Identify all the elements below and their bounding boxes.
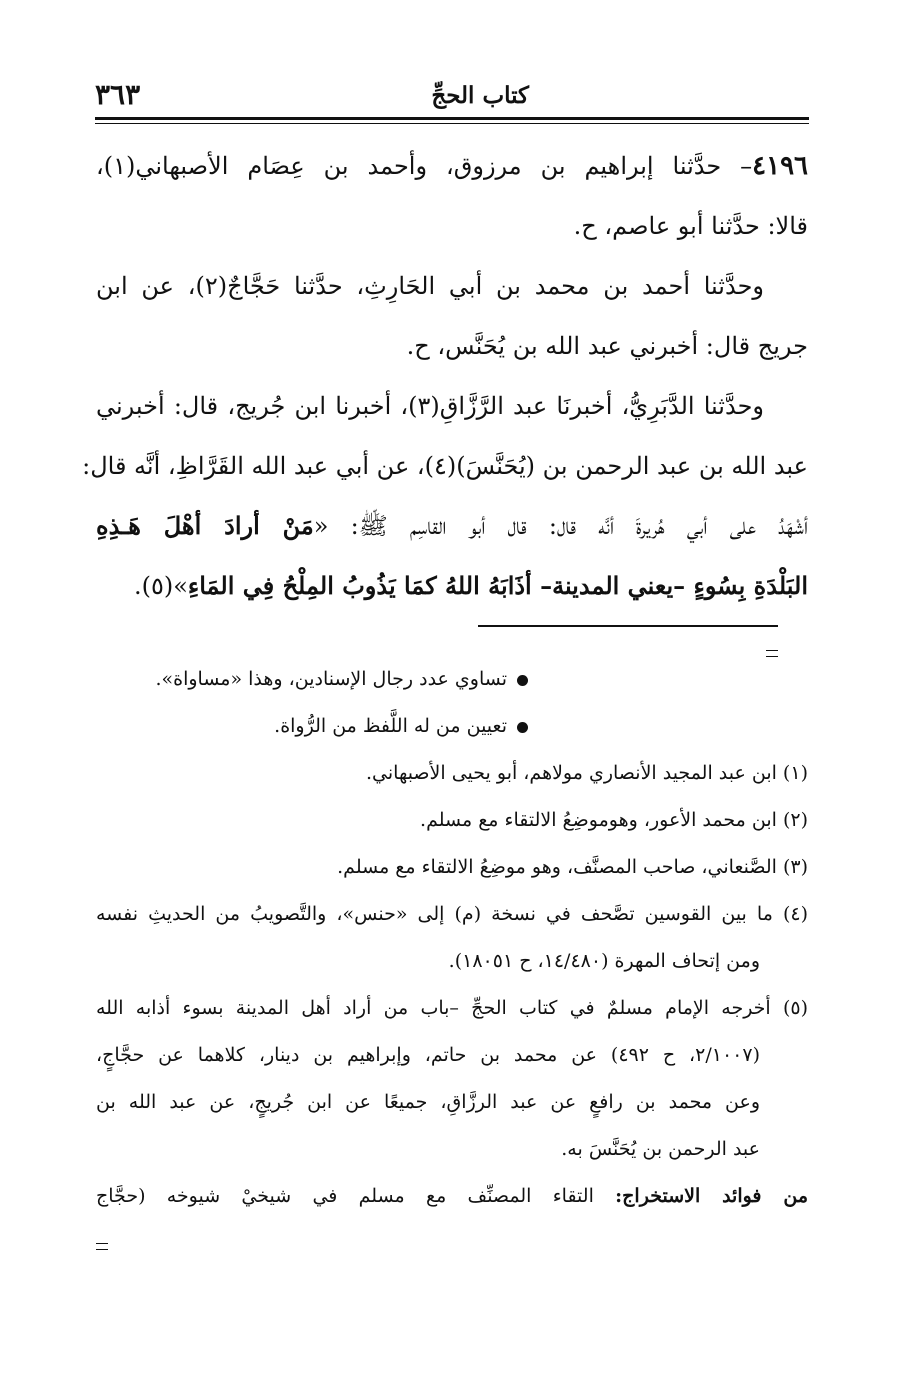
footnote-2: (٢) ابن محمد الأعور، وهوموضِعُ الالتقاء مع مسلم. [420, 809, 808, 831]
footnotes [96, 656, 808, 1220]
header-rule-thin [95, 123, 809, 124]
running-header [95, 76, 809, 116]
prophetic-text: البَلْدَةِ بِسُوءٍ –يعني المدينة– أذَابَهُ اللهُ كمَا يَذُوبُ المِلْحُ فِي المَاءِ [187, 571, 808, 600]
page-number: ٣٦٣ [95, 78, 141, 111]
extraction-benefits: من فوائد الاستخراج: التقاء المصنِّف مع مسلم في شيخيْ شيوخه (حجَّاج [96, 1185, 809, 1207]
footnote-5-cont: عبد الرحمن بن يُحَنَّسَ به. [561, 1138, 760, 1160]
footnote-4: (٤) ما بين القوسين تصَّحف في نسخة (م) إلى «حنس»، والتَّصويبُ من الحديثِ نفسه [96, 903, 808, 925]
hadith-line: وحدَّثنا الدَّبَرِيُّ، أخبرنَا عبد الرَّزَّاقِ(٣)، أخبرنا ابن جُريج، قال: أخبرني [96, 392, 764, 420]
footnote-5: (٥) أخرجه الإمام مسلمٌ في كتاب الحجِّ –باب من أراد أهل المدينة بسوء أذابه الله [96, 997, 808, 1019]
hadith-line: عبد الله بن عبد الرحمن بن (يُحَنَّسَ)(٤)، عن أبي عبد الله القَرَّاظِ، أنَّه قال: [82, 452, 808, 480]
footnote-5-cont: وعن محمد بن رافعٍ عن عبد الرزَّاقِ، جميعًا عن ابن جُريجٍ، عن عبد الله بن [96, 1091, 760, 1113]
hadith-line: ٤١٩٦– حدَّثنا إبراهيم بن مرزوق، وأحمد بن عِصَام الأصبهاني(١)، [96, 151, 808, 181]
hadith-line: البَلْدَةِ بِسُوءٍ –يعني المدينة– أذَابَهُ اللهُ كمَا يَذُوبُ المِلْحُ فِي المَاءِ»(٥). [133, 571, 808, 600]
header-rule [95, 117, 809, 120]
bullet-icon [517, 722, 528, 733]
hadith-line: وحدَّثنا أحمد بن محمد بن أبي الحَارِثِ، حدَّثنا حَجَّاجٌ(٢)، عن ابن [96, 272, 764, 300]
benefits-label: من فوائد الاستخراج: [615, 1185, 809, 1207]
hadith-line: أشْهَدُ على أبي هُريرةَ أنَّه قال: قال أبو القاسِم ﷺ: «مَنْ أرادَ أهْلَ هَـذِهِ [96, 511, 808, 540]
bullet-icon [517, 675, 528, 686]
hadith-line: جريج قال: أخبرني عبد الله بن يُحَنَّس، ح. [406, 332, 808, 360]
footnote-3: (٣) الصَّنعاني، صاحب المصنَّف، وهو موضِعُ الالتقاء مع مسلم. [337, 856, 808, 878]
prophetic-text: مَنْ أرادَ أهْلَ هَـذِهِ [96, 511, 314, 540]
hadith-text [82, 136, 808, 616]
bullet-item: تعيين من له اللَّفظ من الرُّواة. [96, 703, 808, 750]
bullet-item: تساوي عدد رجال الإسنادين، وهذا «مساواة». [96, 656, 808, 703]
footnote-divider [478, 625, 778, 627]
hadith-line: قالا: حدَّثنا أبو عاصم، ح. [573, 212, 808, 240]
hadith-number: ٤١٩٦ [752, 151, 808, 181]
footnote-5-cont: (٢/١٠٠٧، ح ٤٩٢) عن محمد بن حاتم، وإبراهيم بن دينار، كلاهما عن حجَّاجٍ، [96, 1044, 760, 1066]
continuation-mark [96, 1243, 108, 1250]
footnote-1: (١) ابن عبد المجيد الأنصاري مولاهم، أبو يحيى الأصبهاني. [365, 762, 808, 784]
footnote-4-cont: ومن إتحاف المهرة (١٤/٤٨٠، ح ١٨٠٥١). [448, 950, 760, 972]
chapter-title: كتاب الحجِّ [431, 82, 529, 109]
